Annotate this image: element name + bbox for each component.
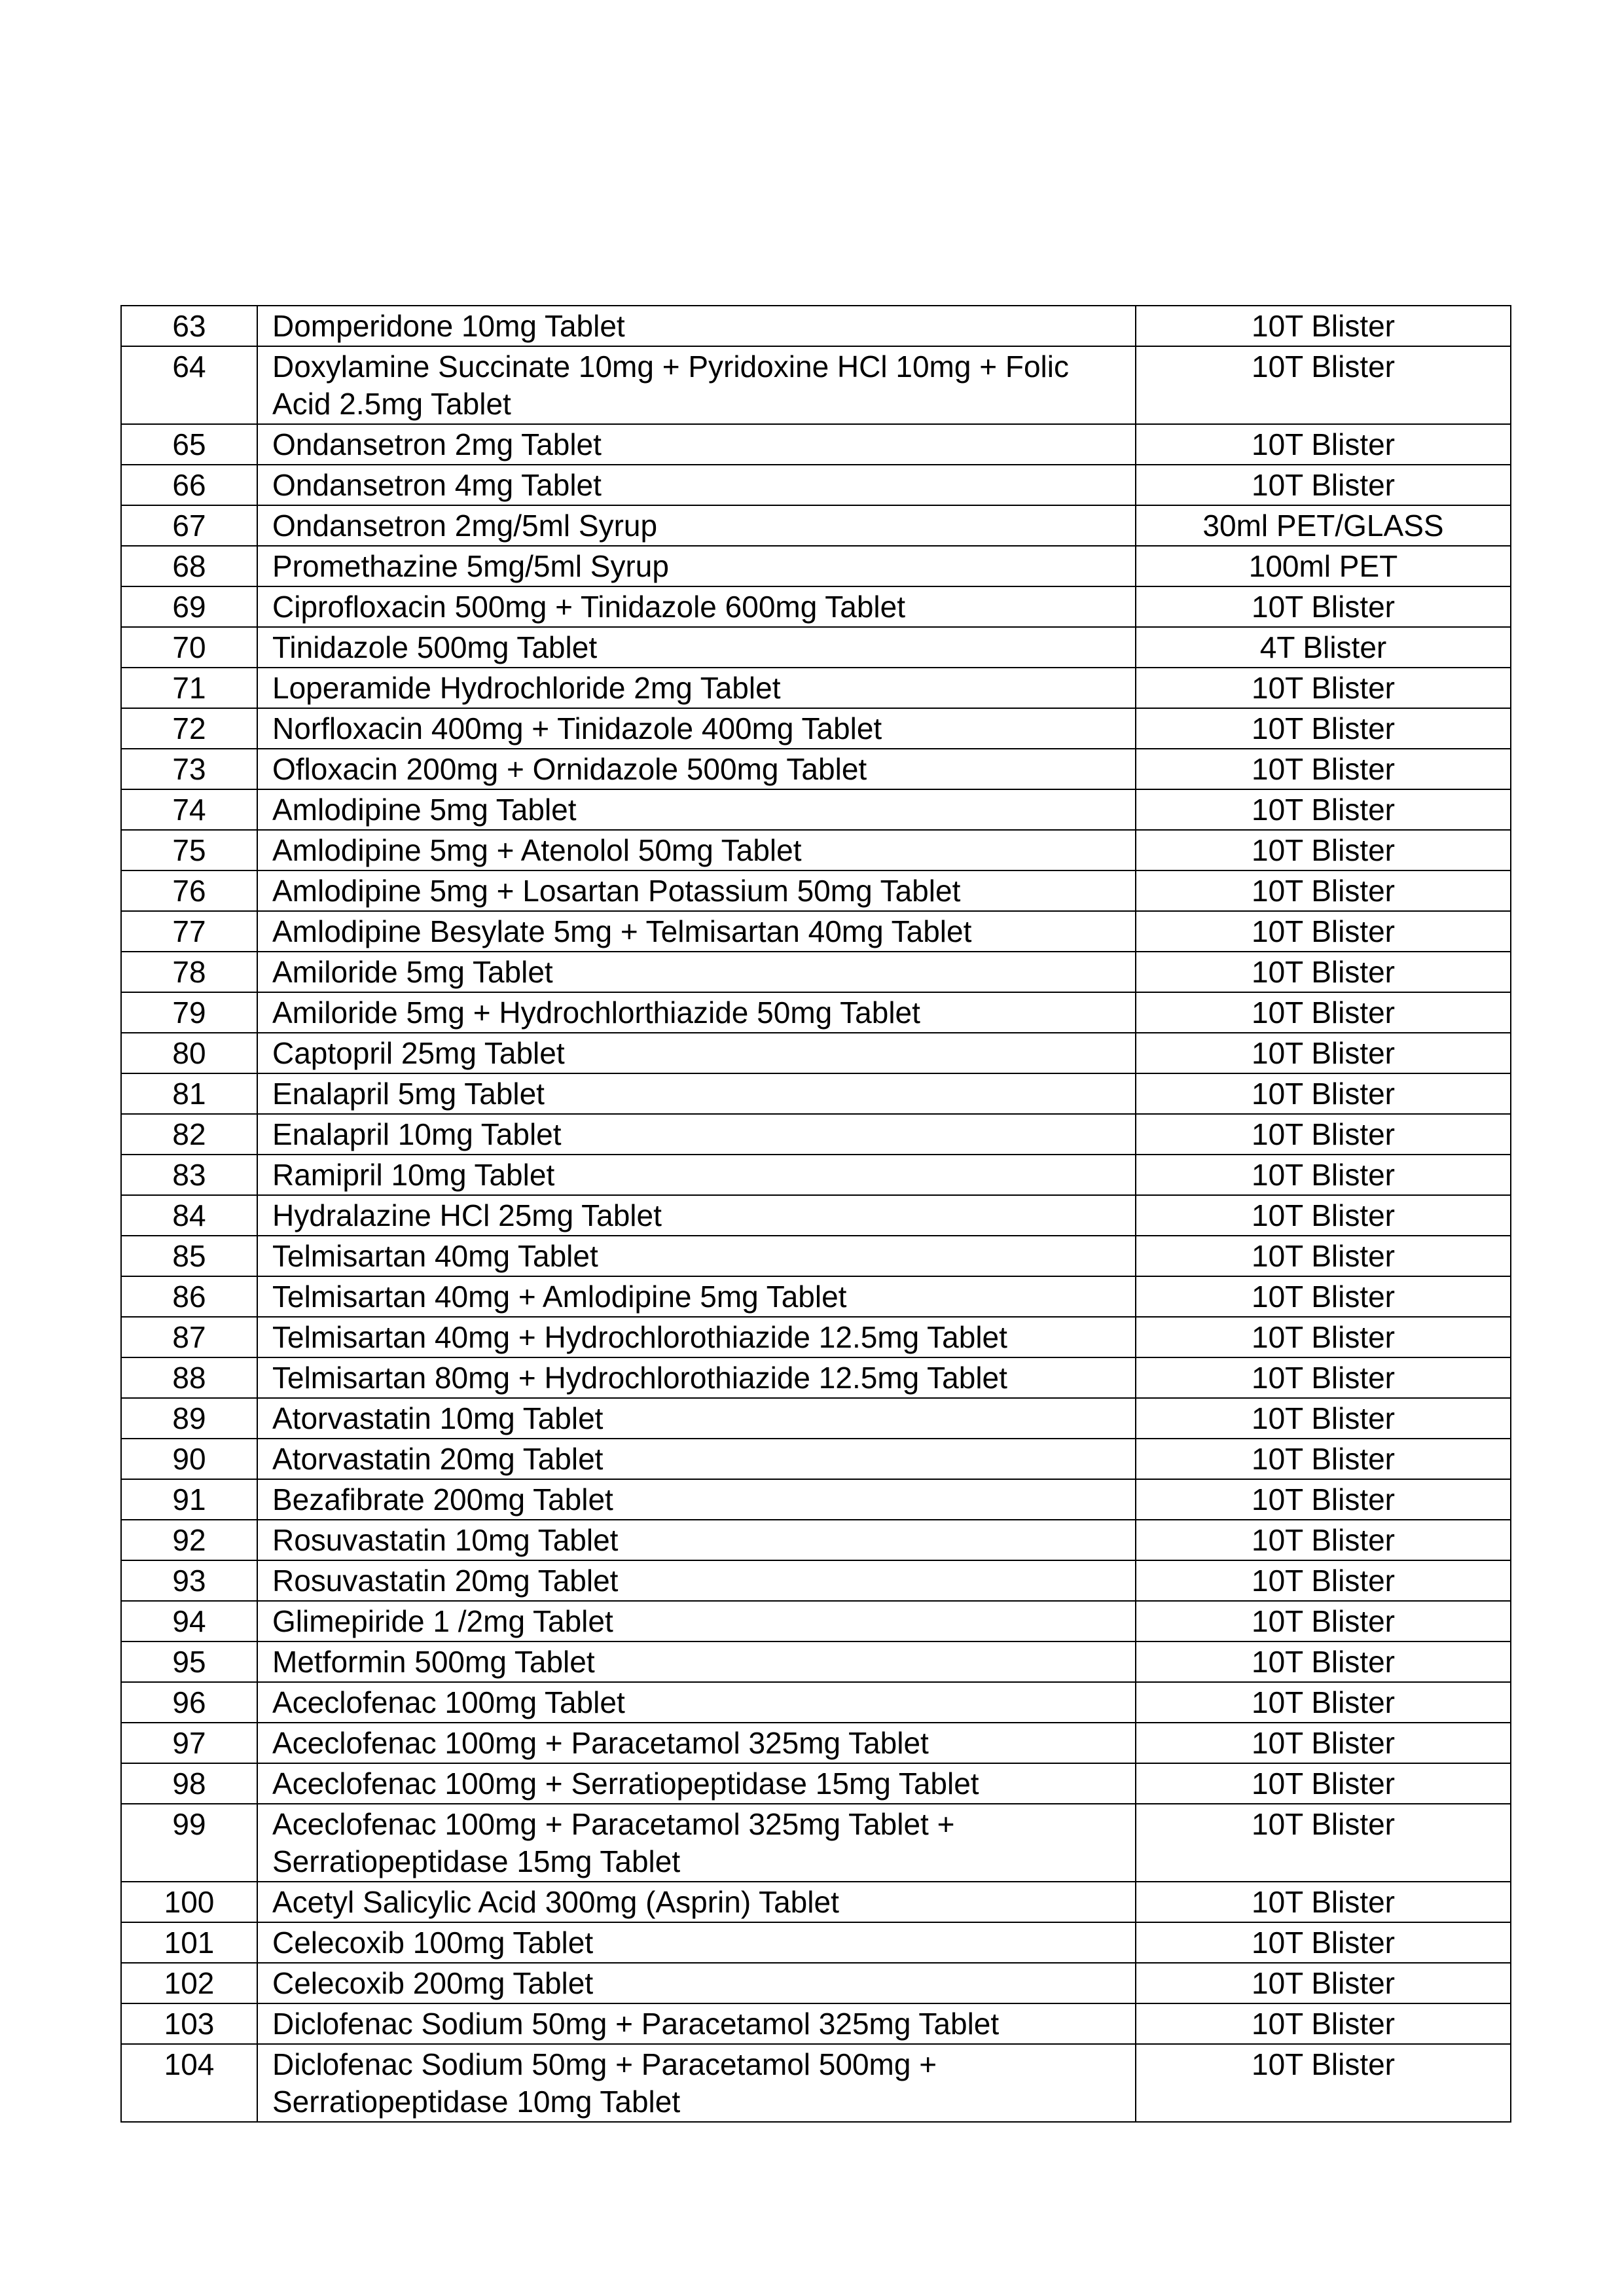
pack-size-cell: 10T Blister (1136, 708, 1511, 749)
serial-number-cell: 94 (121, 1601, 257, 1641)
pack-size-cell: 10T Blister (1136, 911, 1511, 952)
serial-number-cell: 92 (121, 1520, 257, 1560)
product-name-cell: Hydralazine HCl 25mg Tablet (257, 1195, 1136, 1236)
product-name-cell: Aceclofenac 100mg + Serratiopeptidase 15mg Tablet (257, 1763, 1136, 1804)
product-name-cell: Amiloride 5mg Tablet (257, 952, 1136, 992)
table-row (121, 546, 1511, 586)
product-name-cell: Telmisartan 40mg + Amlodipine 5mg Tablet (257, 1276, 1136, 1317)
table-row (121, 1479, 1511, 1520)
serial-number-cell: 77 (121, 911, 257, 952)
table-row (121, 424, 1511, 465)
table-row (121, 1033, 1511, 1073)
pack-size-cell: 10T Blister (1136, 1804, 1511, 1882)
product-name-cell: Ondansetron 2mg/5ml Syrup (257, 505, 1136, 546)
product-name-cell: Aceclofenac 100mg + Paracetamol 325mg Tablet + Serratiopeptidase 15mg Tablet (257, 1804, 1136, 1882)
table-row (121, 911, 1511, 952)
product-name-cell: Ofloxacin 200mg + Ornidazole 500mg Tablet (257, 749, 1136, 789)
pack-size-cell: 10T Blister (1136, 424, 1511, 465)
pack-size-cell: 10T Blister (1136, 1155, 1511, 1195)
product-name-cell: Rosuvastatin 10mg Tablet (257, 1520, 1136, 1560)
product-name-cell: Celecoxib 100mg Tablet (257, 1922, 1136, 1963)
table-row (121, 789, 1511, 830)
serial-number-cell: 102 (121, 1963, 257, 2003)
serial-number-cell: 95 (121, 1641, 257, 1682)
pack-size-cell: 10T Blister (1136, 1236, 1511, 1276)
pack-size-cell: 10T Blister (1136, 586, 1511, 627)
pack-size-cell: 10T Blister (1136, 306, 1511, 346)
serial-number-cell: 84 (121, 1195, 257, 1236)
table-row (121, 1114, 1511, 1155)
serial-number-cell: 78 (121, 952, 257, 992)
pack-size-cell: 10T Blister (1136, 1560, 1511, 1601)
table-row (121, 1155, 1511, 1195)
pack-size-cell: 10T Blister (1136, 1073, 1511, 1114)
product-name-cell: Doxylamine Succinate 10mg + Pyridoxine HCl 10mg + Folic Acid 2.5mg Tablet (257, 346, 1136, 424)
product-table (120, 305, 1511, 2123)
product-name-cell: Norfloxacin 400mg + Tinidazole 400mg Tablet (257, 708, 1136, 749)
product-name-cell: Ondansetron 4mg Tablet (257, 465, 1136, 505)
pack-size-cell: 10T Blister (1136, 1723, 1511, 1763)
product-name-cell: Enalapril 10mg Tablet (257, 1114, 1136, 1155)
table-row (121, 505, 1511, 546)
serial-number-cell: 87 (121, 1317, 257, 1357)
serial-number-cell: 75 (121, 830, 257, 870)
serial-number-cell: 100 (121, 1882, 257, 1922)
pack-size-cell: 10T Blister (1136, 789, 1511, 830)
pack-size-cell: 10T Blister (1136, 1922, 1511, 1963)
table-row (121, 1882, 1511, 1922)
table-row (121, 2044, 1511, 2122)
serial-number-cell: 104 (121, 2044, 257, 2122)
table-row (121, 1276, 1511, 1317)
product-name-cell: Acetyl Salicylic Acid 300mg (Asprin) Tablet (257, 1882, 1136, 1922)
pack-size-cell: 10T Blister (1136, 1398, 1511, 1439)
table-row (121, 1236, 1511, 1276)
pack-size-cell: 30ml PET/GLASS (1136, 505, 1511, 546)
product-name-cell: Metformin 500mg Tablet (257, 1641, 1136, 1682)
pack-size-cell: 10T Blister (1136, 1317, 1511, 1357)
table-row (121, 1723, 1511, 1763)
serial-number-cell: 70 (121, 627, 257, 668)
pack-size-cell: 10T Blister (1136, 2003, 1511, 2044)
table-row (121, 1195, 1511, 1236)
product-name-cell: Ciprofloxacin 500mg + Tinidazole 600mg Tablet (257, 586, 1136, 627)
pack-size-cell: 10T Blister (1136, 1520, 1511, 1560)
product-name-cell: Bezafibrate 200mg Tablet (257, 1479, 1136, 1520)
serial-number-cell: 63 (121, 306, 257, 346)
serial-number-cell: 88 (121, 1357, 257, 1398)
table-row (121, 668, 1511, 708)
pack-size-cell: 10T Blister (1136, 1479, 1511, 1520)
pack-size-cell: 10T Blister (1136, 1357, 1511, 1398)
product-name-cell: Telmisartan 40mg + Hydrochlorothiazide 12.5mg Tablet (257, 1317, 1136, 1357)
serial-number-cell: 64 (121, 346, 257, 424)
product-name-cell: Amlodipine 5mg + Atenolol 50mg Tablet (257, 830, 1136, 870)
serial-number-cell: 90 (121, 1439, 257, 1479)
table-row (121, 465, 1511, 505)
serial-number-cell: 98 (121, 1763, 257, 1804)
serial-number-cell: 101 (121, 1922, 257, 1963)
pack-size-cell: 10T Blister (1136, 1195, 1511, 1236)
product-name-cell: Enalapril 5mg Tablet (257, 1073, 1136, 1114)
pack-size-cell: 10T Blister (1136, 1963, 1511, 2003)
product-name-cell: Amiloride 5mg + Hydrochlorthiazide 50mg Tablet (257, 992, 1136, 1033)
serial-number-cell: 83 (121, 1155, 257, 1195)
product-name-cell: Domperidone 10mg Tablet (257, 306, 1136, 346)
table-row (121, 1763, 1511, 1804)
pack-size-cell: 10T Blister (1136, 1641, 1511, 1682)
product-name-cell: Tinidazole 500mg Tablet (257, 627, 1136, 668)
product-name-cell: Celecoxib 200mg Tablet (257, 1963, 1136, 2003)
table-row (121, 830, 1511, 870)
product-name-cell: Aceclofenac 100mg + Paracetamol 325mg Tablet (257, 1723, 1136, 1763)
table-row (121, 1439, 1511, 1479)
serial-number-cell: 89 (121, 1398, 257, 1439)
pack-size-cell: 10T Blister (1136, 2044, 1511, 2122)
table-row (121, 992, 1511, 1033)
table-row (121, 1641, 1511, 1682)
pack-size-cell: 10T Blister (1136, 1882, 1511, 1922)
table-row (121, 1804, 1511, 1882)
product-name-cell: Captopril 25mg Tablet (257, 1033, 1136, 1073)
product-name-cell: Ondansetron 2mg Tablet (257, 424, 1136, 465)
table-row (121, 1398, 1511, 1439)
product-name-cell: Loperamide Hydrochloride 2mg Tablet (257, 668, 1136, 708)
product-name-cell: Ramipril 10mg Tablet (257, 1155, 1136, 1195)
serial-number-cell: 73 (121, 749, 257, 789)
serial-number-cell: 80 (121, 1033, 257, 1073)
table-row (121, 708, 1511, 749)
table-row (121, 1601, 1511, 1641)
serial-number-cell: 66 (121, 465, 257, 505)
serial-number-cell: 91 (121, 1479, 257, 1520)
table-row (121, 870, 1511, 911)
product-name-cell: Diclofenac Sodium 50mg + Paracetamol 500mg + Serratiopeptidase 10mg Tablet (257, 2044, 1136, 2122)
table-row (121, 1073, 1511, 1114)
serial-number-cell: 93 (121, 1560, 257, 1601)
table-row (121, 1357, 1511, 1398)
table-row (121, 1560, 1511, 1601)
serial-number-cell: 79 (121, 992, 257, 1033)
table-row (121, 627, 1511, 668)
table-row (121, 1963, 1511, 2003)
serial-number-cell: 99 (121, 1804, 257, 1882)
serial-number-cell: 86 (121, 1276, 257, 1317)
serial-number-cell: 82 (121, 1114, 257, 1155)
table-row (121, 749, 1511, 789)
product-name-cell: Glimepiride 1 /2mg Tablet (257, 1601, 1136, 1641)
product-name-cell: Atorvastatin 10mg Tablet (257, 1398, 1136, 1439)
pack-size-cell: 4T Blister (1136, 627, 1511, 668)
serial-number-cell: 65 (121, 424, 257, 465)
pack-size-cell: 10T Blister (1136, 1763, 1511, 1804)
serial-number-cell: 69 (121, 586, 257, 627)
table-row (121, 586, 1511, 627)
table-row (121, 1520, 1511, 1560)
table-row (121, 1682, 1511, 1723)
product-name-cell: Promethazine 5mg/5ml Syrup (257, 546, 1136, 586)
serial-number-cell: 67 (121, 505, 257, 546)
pack-size-cell: 10T Blister (1136, 1439, 1511, 1479)
pack-size-cell: 10T Blister (1136, 1114, 1511, 1155)
serial-number-cell: 68 (121, 546, 257, 586)
product-name-cell: Diclofenac Sodium 50mg + Paracetamol 325mg Tablet (257, 2003, 1136, 2044)
pack-size-cell: 10T Blister (1136, 346, 1511, 424)
serial-number-cell: 81 (121, 1073, 257, 1114)
pack-size-cell: 10T Blister (1136, 1601, 1511, 1641)
serial-number-cell: 85 (121, 1236, 257, 1276)
pack-size-cell: 100ml PET (1136, 546, 1511, 586)
table-row (121, 1922, 1511, 1963)
pack-size-cell: 10T Blister (1136, 1682, 1511, 1723)
product-name-cell: Telmisartan 80mg + Hydrochlorothiazide 12.5mg Tablet (257, 1357, 1136, 1398)
serial-number-cell: 76 (121, 870, 257, 911)
table-row (121, 306, 1511, 346)
table-row (121, 952, 1511, 992)
product-table-body (121, 306, 1511, 2122)
product-name-cell: Aceclofenac 100mg Tablet (257, 1682, 1136, 1723)
product-name-cell: Atorvastatin 20mg Tablet (257, 1439, 1136, 1479)
table-row (121, 346, 1511, 424)
serial-number-cell: 71 (121, 668, 257, 708)
table-row (121, 1317, 1511, 1357)
pack-size-cell: 10T Blister (1136, 1276, 1511, 1317)
pack-size-cell: 10T Blister (1136, 749, 1511, 789)
serial-number-cell: 74 (121, 789, 257, 830)
pack-size-cell: 10T Blister (1136, 668, 1511, 708)
pack-size-cell: 10T Blister (1136, 870, 1511, 911)
product-name-cell: Rosuvastatin 20mg Tablet (257, 1560, 1136, 1601)
product-name-cell: Amlodipine Besylate 5mg + Telmisartan 40mg Tablet (257, 911, 1136, 952)
product-name-cell: Amlodipine 5mg Tablet (257, 789, 1136, 830)
serial-number-cell: 103 (121, 2003, 257, 2044)
pack-size-cell: 10T Blister (1136, 952, 1511, 992)
table-row (121, 2003, 1511, 2044)
pack-size-cell: 10T Blister (1136, 465, 1511, 505)
serial-number-cell: 72 (121, 708, 257, 749)
serial-number-cell: 96 (121, 1682, 257, 1723)
product-name-cell: Amlodipine 5mg + Losartan Potassium 50mg Tablet (257, 870, 1136, 911)
pack-size-cell: 10T Blister (1136, 992, 1511, 1033)
pack-size-cell: 10T Blister (1136, 830, 1511, 870)
pack-size-cell: 10T Blister (1136, 1033, 1511, 1073)
product-name-cell: Telmisartan 40mg Tablet (257, 1236, 1136, 1276)
serial-number-cell: 97 (121, 1723, 257, 1763)
